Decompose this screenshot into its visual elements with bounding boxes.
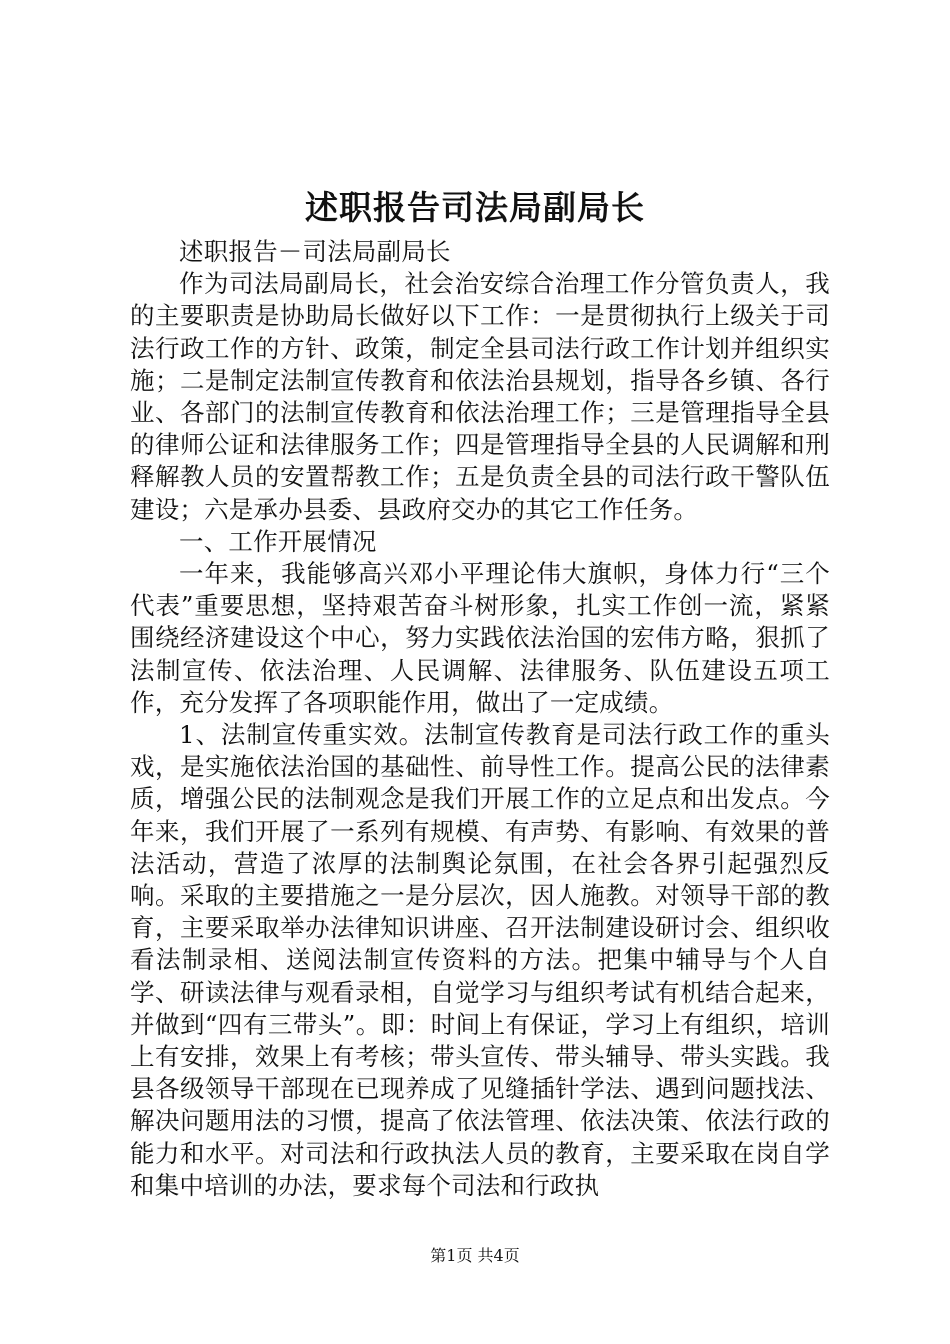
page-footer: 第1页 共4页 — [430, 1246, 520, 1265]
summary-paragraph: 一年来，我能够高兴邓小平理论伟大旗帜，身体力行“三个代表”重要思想，坚持艰苦奋斗树形象，扎实工作创一流，紧紧围绕经济建设这个中心，努力实践依法治国的宏伟方略，狠抓了法制宣传、依法治理、人民调解、法律服务、队伍建设五项工作，充分发挥了各项职能作用，做出了一定成绩。 — [130, 559, 830, 717]
section-heading: 一、工作开展情况 — [179, 526, 377, 556]
legal-publicity-paragraph: 1、法制宣传重实效。法制宣传教育是司法行政工作的重头戏，是实施依法治国的基础性、前导性工作。提高公民的法律素质，增强公民的法制观念是我们开展工作的立足点和出发点。今年来，我们开展了一系列有规模、有声势、有影响、有效果的普法活动，营造了浓厚的法制舆论氛围，在社会各界引起强烈反响。采取的主要措施之一是分层次，因人施教。对领导干部的教育，主要采取举办法律知识讲座、召开法制建设研讨会、组织收看法制录相、送阅法制宣传资料的方法。把集中辅导与个人自学、研读法律与观看录相，自觉学习与组织考试有机结合起来，并做到“四有三带头”。即：时间上有保证，学习上有组织，培训上有安排，效果上有考核；带头宣传、带头辅导、带头实践。我县各级领导干部现在已现养成了见缝插针学法、遇到问题找法、解决问题用法的习惯，提高了依法管理、依法决策、依法行政的能力和水平。对司法和行政执法人员的教育，主要采取在岗自学和集中培训的办法，要求每个司法和行政执 — [130, 720, 830, 1200]
subtitle-paragraph: 述职报告－司法局副局长 — [179, 237, 451, 266]
document-title: 述职报告司法局副局长 — [305, 188, 645, 227]
document-body — [130, 236, 830, 1202]
duties-paragraph: 作为司法局副局长，社会治安综合治理工作分管负责人，我的主要职责是协助局长做好以下工作：一是贯彻执行上级关于司法行政工作的方针、政策，制定全县司法行政工作计划并组织实施；二是制定法制宣传教育和依法治县规划，指导各乡镇、各行业、各部门的法制宣传教育和依法治理工作；三是管理指导全县的律师公证和法律服务工作；四是管理指导全县的人民调解和刑释解教人员的安置帮教工作；五是负责全县的司法行政干警队伍建设；六是承办县委、县政府交办的其它工作任务。 — [130, 269, 830, 524]
